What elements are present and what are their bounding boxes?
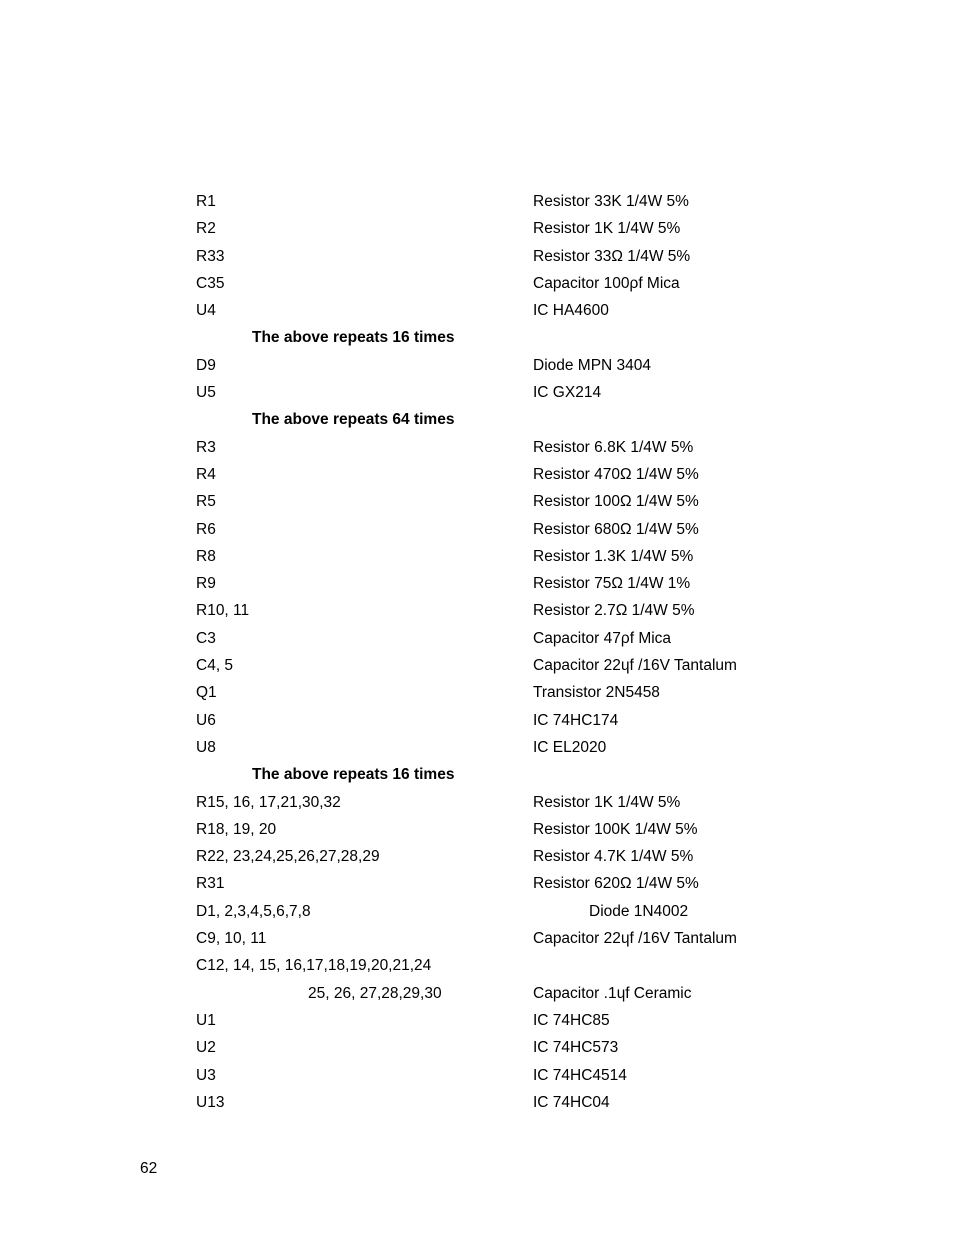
part-description: Diode 1N4002 — [589, 902, 689, 920]
repeat-note-row — [196, 761, 836, 788]
part-reference: U1 — [196, 1011, 216, 1029]
part-reference: R31 — [196, 875, 225, 893]
part-reference: R6 — [196, 520, 216, 538]
part-description: Resistor 680Ω 1/4W 5% — [533, 520, 699, 538]
part-reference: C4, 5 — [196, 657, 234, 675]
part-reference: R22, 23,24,25,26,27,28,29 — [196, 848, 380, 866]
part-description: IC 74HC85 — [533, 1011, 610, 1029]
part-description: Resistor 4.7K 1/4W 5% — [533, 848, 694, 866]
part-description: Resistor 33Ω 1/4W 5% — [533, 247, 691, 265]
part-reference: R18, 19, 20 — [196, 820, 277, 838]
part-description: Capacitor 22ɥf /16V Tantalum — [533, 657, 737, 675]
part-reference: U3 — [196, 1066, 216, 1084]
part-description: Transistor 2N5458 — [533, 684, 660, 702]
part-description: Resistor 620Ω 1/4W 5% — [533, 875, 699, 893]
part-reference: R9 — [196, 575, 216, 593]
part-reference: R15, 16, 17,21,30,32 — [196, 793, 341, 811]
part-row — [196, 925, 836, 952]
part-reference: Q1 — [196, 684, 217, 702]
part-reference: U6 — [196, 711, 216, 729]
part-reference: U13 — [196, 1093, 225, 1111]
part-row — [196, 352, 836, 379]
part-reference: R1 — [196, 193, 216, 210]
repeat-note-row — [196, 324, 836, 351]
part-description: Capacitor 100ρf Mica — [533, 274, 680, 292]
part-row — [196, 597, 836, 624]
part-row — [196, 652, 836, 679]
part-reference: C9, 10, 11 — [196, 930, 267, 948]
repeat-note: The above repeats 16 times — [252, 766, 455, 784]
part-row — [196, 898, 836, 925]
part-row — [196, 543, 836, 570]
parts-list — [196, 188, 836, 1116]
part-row — [196, 625, 836, 652]
part-description: Resistor 75Ω 1/4W 1% — [533, 575, 691, 593]
part-row — [196, 297, 836, 324]
part-reference: C12, 14, 15, 16,17,18,19,20,21,24 — [196, 957, 432, 975]
part-reference: C35 — [196, 274, 225, 292]
part-row — [196, 980, 836, 1007]
part-row — [196, 461, 836, 488]
part-row — [196, 707, 836, 734]
part-row — [196, 843, 836, 870]
part-reference: U5 — [196, 384, 216, 402]
part-reference: U2 — [196, 1039, 216, 1057]
part-reference: U8 — [196, 738, 216, 756]
part-reference: 25, 26, 27,28,29,30 — [308, 984, 442, 1002]
part-reference: R4 — [196, 465, 216, 483]
part-description: Resistor 33K 1/4W 5% — [533, 193, 689, 210]
part-description: IC HA4600 — [533, 302, 609, 320]
part-reference: R8 — [196, 547, 216, 565]
part-reference: C3 — [196, 629, 216, 647]
part-row — [196, 1007, 836, 1034]
part-description: Capacitor .1ɥf Ceramic — [533, 984, 692, 1002]
part-reference: R3 — [196, 438, 216, 456]
part-row — [196, 734, 836, 761]
part-description: IC 74HC4514 — [533, 1066, 627, 1084]
part-description: Resistor 1K 1/4W 5% — [533, 793, 681, 811]
part-reference: D1, 2,3,4,5,6,7,8 — [196, 902, 311, 920]
part-row — [196, 270, 836, 297]
part-reference: R10, 11 — [196, 602, 250, 620]
repeat-note: The above repeats 16 times — [252, 329, 455, 347]
part-description: Resistor 6.8K 1/4W 5% — [533, 438, 694, 456]
part-row — [196, 243, 836, 270]
part-row — [196, 1062, 836, 1089]
repeat-note-row — [196, 406, 836, 433]
part-description: IC 74HC174 — [533, 711, 619, 729]
part-description: Capacitor 47ρf Mica — [533, 629, 672, 647]
part-row — [196, 789, 836, 816]
part-row — [196, 952, 836, 979]
part-row — [196, 488, 836, 515]
part-row — [196, 215, 836, 242]
part-row — [196, 570, 836, 597]
part-reference: R33 — [196, 247, 225, 265]
part-description: Resistor 470Ω 1/4W 5% — [533, 465, 699, 483]
part-reference: D9 — [196, 356, 216, 374]
part-description: Resistor 100Ω 1/4W 5% — [533, 493, 699, 511]
repeat-note: The above repeats 64 times — [252, 411, 455, 429]
part-description: Capacitor 22ɥf /16V Tantalum — [533, 930, 737, 948]
page-number: 62 — [140, 1160, 158, 1177]
part-description: IC GX214 — [533, 384, 602, 402]
part-description: IC 74HC04 — [533, 1093, 610, 1111]
part-row — [196, 679, 836, 706]
part-row — [196, 870, 836, 897]
part-description: Resistor 100K 1/4W 5% — [533, 820, 698, 838]
part-reference: R2 — [196, 220, 216, 238]
part-row — [196, 816, 836, 843]
part-description: Resistor 1K 1/4W 5% — [533, 220, 681, 238]
part-description: Diode MPN 3404 — [533, 356, 652, 374]
part-row — [196, 1089, 836, 1116]
part-description: Resistor 2.7Ω 1/4W 5% — [533, 602, 695, 620]
part-row — [196, 188, 836, 215]
part-row — [196, 434, 836, 461]
part-reference: U4 — [196, 302, 216, 320]
part-row — [196, 516, 836, 543]
part-row — [196, 379, 836, 406]
part-description: Resistor 1.3K 1/4W 5% — [533, 547, 694, 565]
part-row — [196, 1034, 836, 1061]
part-description: IC 74HC573 — [533, 1039, 619, 1057]
part-reference: R5 — [196, 493, 216, 511]
part-description: IC EL2020 — [533, 738, 607, 756]
